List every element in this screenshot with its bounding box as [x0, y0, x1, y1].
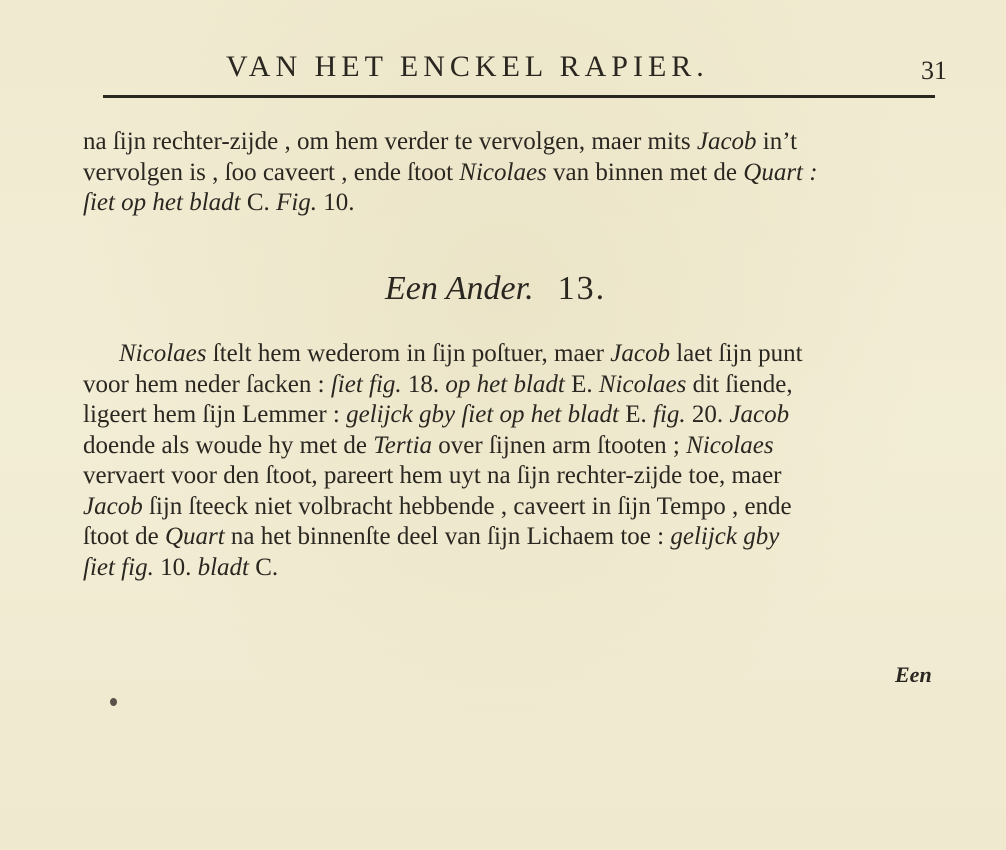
ink-speck	[110, 698, 117, 706]
section-title: Een Ander.	[385, 270, 534, 307]
paragraph-1-line-3: ſiet op het bladt C. Fig. 10.	[83, 189, 355, 216]
catchword: Een	[895, 662, 932, 687]
paragraph-2	[83, 339, 943, 583]
section-number: 13.	[557, 270, 607, 307]
page-number: 31	[921, 56, 947, 85]
header-rule	[103, 95, 935, 98]
section-heading	[385, 270, 606, 308]
paragraph-2-line-7: ſtoot de Quart na het binnenſte deel van ſijn Lichaem toe : gelijck gby	[83, 523, 780, 550]
paragraph-2-line-3: ligeert hem ſijn Lemmer : gelijck gby ſiet op het bladt E. fig. 20. Jacob	[83, 401, 790, 428]
paragraph-2-line-2: voor hem neder ſacken : ſiet fig. 18. op het bladt E. Nicolaes dit ſiende,	[83, 370, 793, 398]
paragraph-2-line-6: Jacob ſijn ſteeck niet volbracht hebbende , caveert in ſijn Tempo , ende	[83, 492, 792, 520]
paragraph-2-line-1: Nicolaes ſtelt hem wederom in ſijn poſtuer, maer Jacob laet ſijn punt	[119, 340, 803, 367]
paragraph-1-line-2: vervolgen is , ſoo caveert , ende ſtoot Nicolaes van binnen met de Quart :	[83, 158, 818, 186]
paragraph-2-line-5: vervaert voor den ſtoot, pareert hem uyt na ſijn rechter-zijde toe, maer	[83, 462, 782, 489]
paragraph-1-line-1: na ſijn rechter-zijde , om hem verder te vervolgen, maer mits Jacob in’t	[83, 128, 798, 155]
paragraph-1	[83, 127, 943, 219]
paragraph-2-line-8: ſiet fig. 10. bladt C.	[83, 553, 279, 581]
running-title: VAN HET ENCKEL RAPIER.	[226, 50, 709, 83]
paragraph-2-line-4: doende als woude hy met de Tertia over ſijnen arm ſtooten ; Nicolaes	[83, 431, 774, 459]
